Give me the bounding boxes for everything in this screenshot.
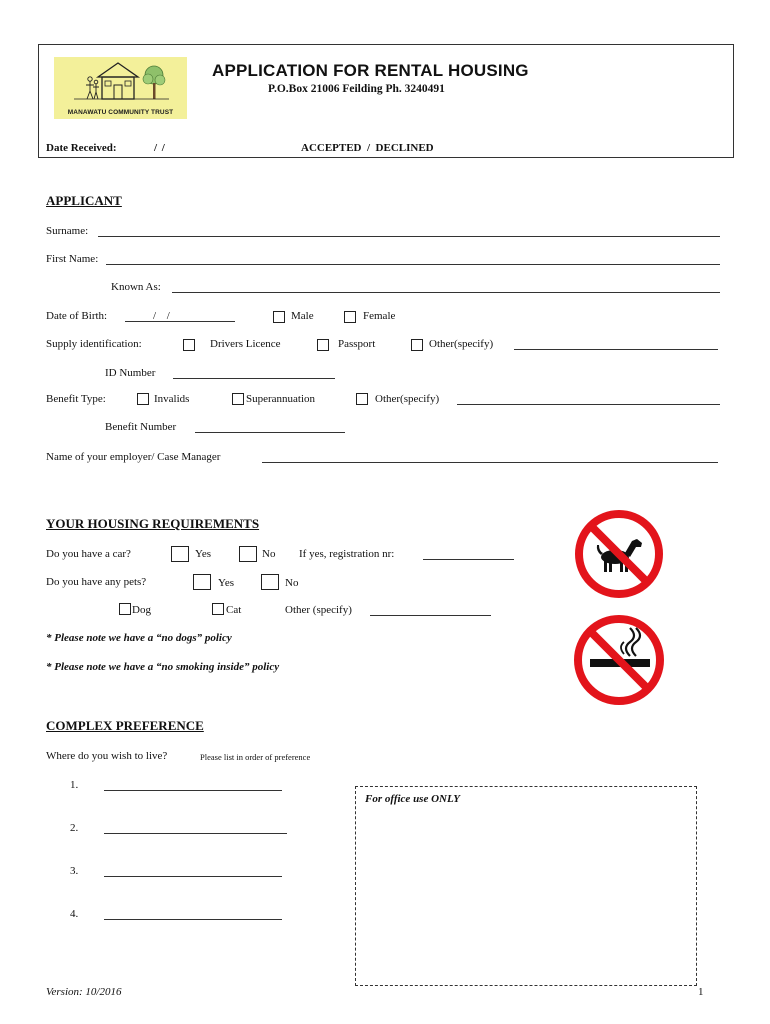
preference-number-4: 4. — [70, 908, 79, 920]
female-checkbox[interactable] — [344, 311, 356, 323]
benefit-number-field[interactable] — [195, 432, 345, 433]
other-id-field[interactable] — [514, 349, 718, 350]
employer-field[interactable] — [262, 462, 718, 463]
complex-heading: COMPLEX PREFERENCE — [46, 718, 204, 733]
other-id-checkbox[interactable] — [411, 339, 423, 351]
invalids-checkbox[interactable] — [137, 393, 149, 405]
other-pet-field[interactable] — [370, 615, 491, 616]
car-question: Do you have a car? — [46, 548, 131, 560]
registration-field[interactable] — [423, 559, 514, 560]
organization-logo — [54, 57, 187, 119]
preference-number-3: 3. — [70, 865, 79, 877]
first-name-field[interactable] — [106, 264, 720, 265]
contact-address: P.O.Box 21006 Feilding Ph. 3240491 — [268, 83, 445, 95]
cat-checkbox[interactable] — [212, 603, 224, 615]
male-checkbox[interactable] — [273, 311, 285, 323]
complex-question: Where do you wish to live? — [46, 750, 168, 762]
no-smoking-note: * Please note we have a “no smoking inside” policy — [46, 661, 280, 673]
car-no-label: No — [262, 548, 276, 560]
known-as-field[interactable] — [172, 292, 720, 293]
preference-field-3[interactable] — [104, 876, 282, 877]
dob-separators: / / — [153, 310, 170, 322]
drivers-licence-label: Drivers Licence — [210, 338, 281, 350]
invalids-label: Invalids — [154, 393, 190, 405]
preference-number-2: 2. — [70, 822, 79, 834]
surname-label: Surname: — [46, 225, 89, 237]
car-yes-checkbox[interactable] — [171, 546, 189, 562]
car-no-checkbox[interactable] — [239, 546, 257, 562]
passport-label: Passport — [338, 338, 376, 350]
housing-heading: YOUR HOUSING REQUIREMENTS — [46, 516, 260, 531]
date-received-field[interactable]: / / — [154, 142, 165, 154]
other-pet-label: Other (specify) — [285, 604, 352, 616]
office-use-box — [355, 786, 697, 986]
status-accepted-declined[interactable]: ACCEPTED / DECLINED — [301, 142, 434, 154]
dob-field[interactable] — [125, 321, 235, 322]
pets-yes-label: Yes — [218, 577, 235, 589]
passport-checkbox[interactable] — [317, 339, 329, 351]
complex-hint: Please list in order of preference — [200, 752, 311, 762]
employer-label: Name of your employer/ Case Manager — [46, 451, 221, 463]
surname-field[interactable] — [98, 236, 720, 237]
benefit-number-label: Benefit Number — [105, 421, 177, 433]
applicant-heading: APPLICANT — [46, 193, 122, 208]
logo-text: MANAWATU COMMUNITY TRUST — [67, 109, 174, 116]
house-logo-icon — [54, 57, 187, 107]
pets-yes-checkbox[interactable] — [193, 574, 211, 590]
first-name-label: First Name: — [46, 253, 99, 265]
superannuation-label: Superannuation — [246, 393, 316, 405]
known-as-label: Known As: — [111, 281, 161, 293]
registration-label: If yes, registration nr: — [299, 548, 395, 560]
female-label: Female — [363, 310, 396, 322]
other-benefit-label: Other(specify) — [375, 393, 440, 405]
superannuation-checkbox[interactable] — [232, 393, 244, 405]
dog-label: Dog — [132, 604, 151, 616]
dog-checkbox[interactable] — [119, 603, 131, 615]
preference-field-4[interactable] — [104, 919, 282, 920]
no-dogs-sign-icon — [570, 509, 668, 599]
preference-number-1: 1. — [70, 779, 79, 791]
pets-question: Do you have any pets? — [46, 576, 147, 588]
car-yes-label: Yes — [195, 548, 212, 560]
drivers-licence-checkbox[interactable] — [183, 339, 195, 351]
form-title: APPLICATION FOR RENTAL HOUSING — [212, 61, 529, 80]
office-use-label: For office use ONLY — [365, 793, 461, 805]
other-id-label: Other(specify) — [429, 338, 494, 350]
id-number-field[interactable] — [173, 378, 335, 379]
no-dogs-note: * Please note we have a “no dogs” policy — [46, 632, 232, 644]
preference-field-2[interactable] — [104, 833, 287, 834]
version-label: Version: 10/2016 — [46, 986, 122, 998]
pets-no-checkbox[interactable] — [261, 574, 279, 590]
male-label: Male — [291, 310, 314, 322]
preference-field-1[interactable] — [104, 790, 282, 791]
benefit-type-label: Benefit Type: — [46, 393, 106, 405]
dob-label: Date of Birth: — [46, 310, 108, 322]
other-benefit-checkbox[interactable] — [356, 393, 368, 405]
other-benefit-field[interactable] — [457, 404, 720, 405]
supply-id-label: Supply identification: — [46, 338, 142, 350]
cat-label: Cat — [226, 604, 242, 616]
page-number: 1 — [698, 986, 704, 998]
pets-no-label: No — [285, 577, 299, 589]
date-received-label: Date Received: — [46, 142, 117, 154]
id-number-label: ID Number — [105, 367, 156, 379]
no-smoking-sign-icon — [570, 614, 668, 706]
